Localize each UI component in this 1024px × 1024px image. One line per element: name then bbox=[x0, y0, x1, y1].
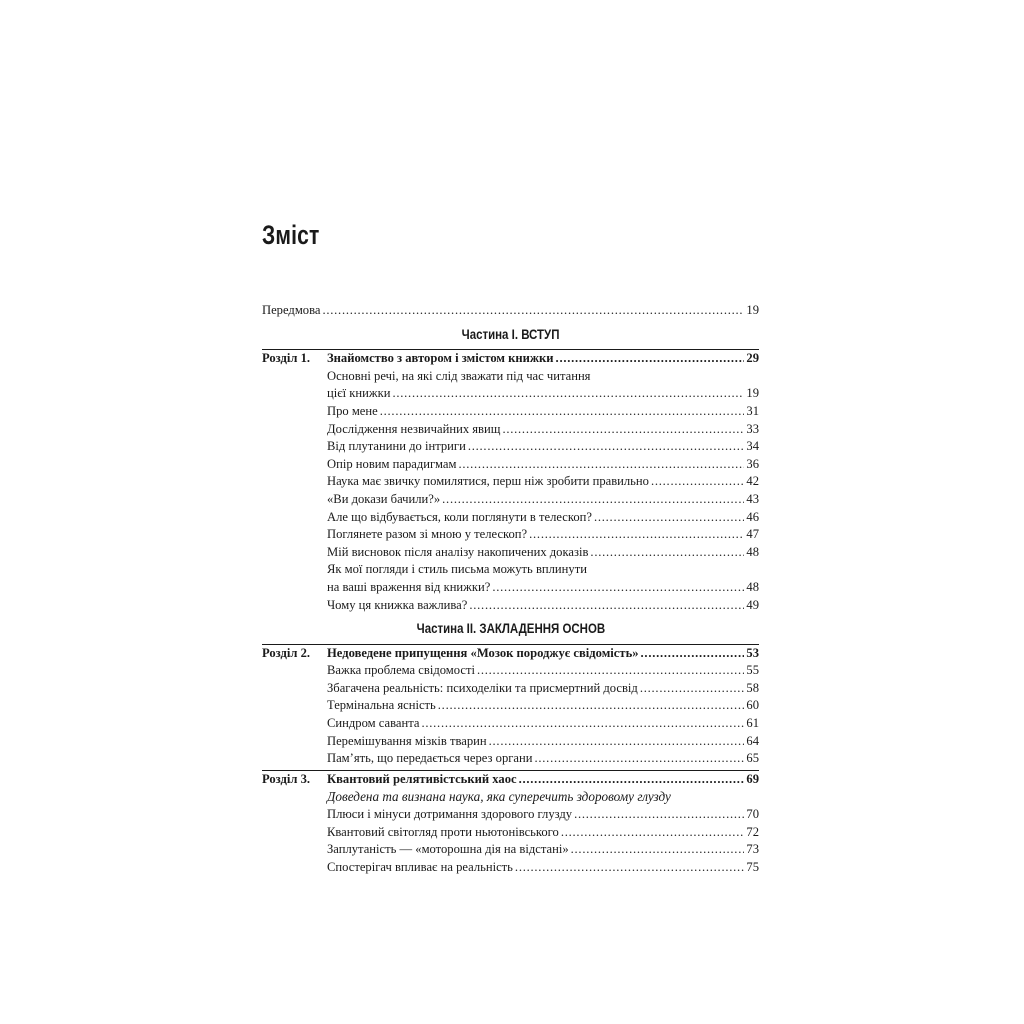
dot-leader bbox=[574, 806, 744, 824]
toc-entry[interactable] bbox=[262, 824, 759, 842]
toc-entry[interactable] bbox=[262, 473, 759, 491]
toc-entry[interactable] bbox=[262, 491, 759, 509]
toc-entry[interactable] bbox=[262, 715, 759, 733]
toc-entry-title: Синдром саванта bbox=[327, 716, 420, 731]
toc-page-number: 33 bbox=[746, 421, 759, 436]
toc-page-number: 36 bbox=[746, 456, 759, 471]
toc-entry-title: Але що відбувається, коли поглянути в телескоп? bbox=[327, 509, 592, 524]
toc-entry-title: Заплутаність — «моторошна дія на відстані» bbox=[327, 842, 569, 857]
dot-leader bbox=[534, 750, 744, 768]
chapter-title: Квантовий релятивістський хаос bbox=[327, 771, 517, 786]
toc-entry-title: Важка проблема свідомості bbox=[327, 663, 475, 678]
dot-leader bbox=[594, 509, 744, 527]
toc-entry[interactable] bbox=[262, 385, 759, 403]
dot-leader bbox=[492, 579, 744, 597]
dot-leader bbox=[421, 715, 744, 733]
toc-entry[interactable] bbox=[262, 509, 759, 527]
toc-chapter-2[interactable] bbox=[262, 645, 759, 663]
toc-page-number: 70 bbox=[746, 807, 759, 822]
chapter-title: Знайомство з автором і змістом книжки bbox=[327, 351, 554, 366]
toc-page-number: 19 bbox=[746, 303, 759, 317]
dot-leader bbox=[640, 680, 745, 698]
dot-leader bbox=[561, 824, 745, 842]
toc-page-number: 60 bbox=[746, 698, 759, 713]
dot-leader bbox=[515, 859, 744, 877]
toc-page-number: 46 bbox=[746, 509, 759, 524]
dot-leader bbox=[556, 350, 745, 368]
toc-entry[interactable] bbox=[262, 438, 759, 456]
dot-leader bbox=[380, 403, 745, 421]
toc-entry-title: цієї книжки bbox=[327, 386, 391, 401]
dot-leader bbox=[489, 733, 745, 751]
toc-entry-title: Спостерігач впливає на реальність bbox=[327, 859, 513, 874]
toc-page-number: 48 bbox=[746, 544, 759, 559]
toc-entry[interactable] bbox=[262, 750, 759, 768]
toc-chapter-3[interactable] bbox=[262, 771, 759, 789]
page-title: Зміст bbox=[262, 220, 320, 250]
dot-leader bbox=[477, 662, 744, 680]
part-heading: Частина II. ЗАКЛАДЕННЯ ОСНОВ bbox=[416, 621, 605, 637]
toc-page-number: 64 bbox=[746, 733, 759, 748]
part-heading: Частина I. ВСТУП bbox=[461, 326, 560, 342]
toc-entry[interactable] bbox=[262, 421, 759, 439]
toc-entry[interactable] bbox=[262, 579, 759, 597]
toc-entry[interactable] bbox=[262, 662, 759, 680]
toc-entry-title: Поглянете разом зі мною у телескоп? bbox=[327, 527, 528, 542]
dot-leader bbox=[519, 771, 745, 789]
toc-entry-title: Збагачена реальність: психоделіки та присмертний досвід bbox=[327, 680, 638, 695]
toc-page-number: 47 bbox=[746, 527, 759, 542]
toc-entry-title: Опір новим парадигмам bbox=[327, 456, 457, 471]
toc-entry[interactable] bbox=[262, 859, 759, 877]
toc-entry[interactable] bbox=[262, 456, 759, 474]
toc-entry-title-line[interactable]: Основні речі, на які слід зважати під час читання bbox=[327, 368, 591, 383]
toc-page-number: 49 bbox=[746, 597, 759, 612]
toc-entry-title-line[interactable]: Як мої погляди і стиль письма можуть вплинути bbox=[327, 562, 587, 577]
toc-entry-title: Плюси і мінуси дотримання здорового глузду bbox=[327, 807, 573, 822]
toc-page-number: 53 bbox=[746, 645, 759, 660]
toc-entry-title: Мій висновок після аналізу накопичених доказів bbox=[327, 544, 589, 559]
dot-leader bbox=[322, 302, 744, 320]
chapter-title: Недоведене припущення «Мозок породжує свідомість» bbox=[327, 645, 639, 660]
toc-page-number: 31 bbox=[746, 403, 759, 418]
table-of-contents bbox=[262, 302, 759, 876]
toc-entry-title: «Ви докази бачили?» bbox=[327, 491, 441, 506]
dot-leader bbox=[442, 491, 744, 509]
toc-entry-title: на ваші враження від книжки? bbox=[327, 579, 491, 594]
dot-leader bbox=[571, 841, 745, 859]
dot-leader bbox=[529, 526, 744, 544]
toc-entry[interactable] bbox=[262, 680, 759, 698]
toc-entry-title: Квантовий світогляд проти ньютонівського bbox=[327, 824, 559, 839]
toc-entry-title: Наука має звичку помилятися, перш ніж зробити правильно bbox=[327, 474, 649, 489]
chapter-label: Розділ 3. bbox=[262, 771, 311, 786]
toc-page-number: 42 bbox=[746, 474, 759, 489]
toc-page-number: 72 bbox=[746, 824, 759, 839]
toc-entry-title: Чому ця книжка важлива? bbox=[327, 597, 468, 612]
toc-chapter-1[interactable] bbox=[262, 350, 759, 368]
chapter-label: Розділ 2. bbox=[262, 645, 311, 660]
toc-entry-title: Від плутанини до інтриги bbox=[327, 439, 466, 454]
toc-entry-title: Передмова bbox=[262, 303, 321, 317]
toc-entry-title: Про мене bbox=[327, 403, 378, 418]
toc-entry[interactable] bbox=[262, 403, 759, 421]
chapter-subtitle: Доведена та визнана наука, яка суперечить здоровому глузду bbox=[327, 789, 671, 805]
toc-entry-preface[interactable] bbox=[262, 302, 759, 320]
dot-leader bbox=[469, 597, 744, 615]
toc-entry[interactable] bbox=[262, 733, 759, 751]
dot-leader bbox=[392, 385, 744, 403]
dot-leader bbox=[651, 473, 744, 491]
dot-leader bbox=[502, 421, 744, 439]
dot-leader bbox=[641, 645, 745, 663]
dot-leader bbox=[468, 438, 745, 456]
toc-page-number: 61 bbox=[746, 716, 759, 731]
toc-entry[interactable] bbox=[262, 806, 759, 824]
dot-leader bbox=[590, 544, 744, 562]
toc-entry[interactable] bbox=[262, 526, 759, 544]
chapter-label: Розділ 1. bbox=[262, 351, 311, 366]
toc-page-number: 34 bbox=[746, 439, 759, 454]
toc-page-number: 43 bbox=[746, 491, 759, 506]
toc-page-number: 58 bbox=[746, 680, 759, 695]
toc-entry[interactable] bbox=[262, 597, 759, 615]
dot-leader bbox=[438, 697, 745, 715]
toc-entry-title: Термінальна ясність bbox=[327, 698, 436, 713]
toc-page-number: 55 bbox=[746, 663, 759, 678]
toc-page-number: 69 bbox=[746, 771, 759, 786]
toc-entry[interactable] bbox=[262, 544, 759, 562]
dot-leader bbox=[458, 456, 744, 474]
toc-page-number: 19 bbox=[746, 386, 759, 401]
toc-entry[interactable] bbox=[262, 697, 759, 715]
toc-entry[interactable] bbox=[262, 841, 759, 859]
toc-page-number: 48 bbox=[746, 579, 759, 594]
toc-page-number: 75 bbox=[746, 859, 759, 874]
toc-entry-title: Дослідження незвичайних явищ bbox=[327, 421, 501, 436]
toc-page-number: 29 bbox=[746, 351, 759, 366]
toc-entry-title: Пам’ять, що передається через органи bbox=[327, 751, 533, 766]
toc-entry-title: Перемішування мізків тварин bbox=[327, 733, 487, 748]
toc-page-number: 73 bbox=[746, 842, 759, 857]
toc-page-number: 65 bbox=[746, 751, 759, 766]
